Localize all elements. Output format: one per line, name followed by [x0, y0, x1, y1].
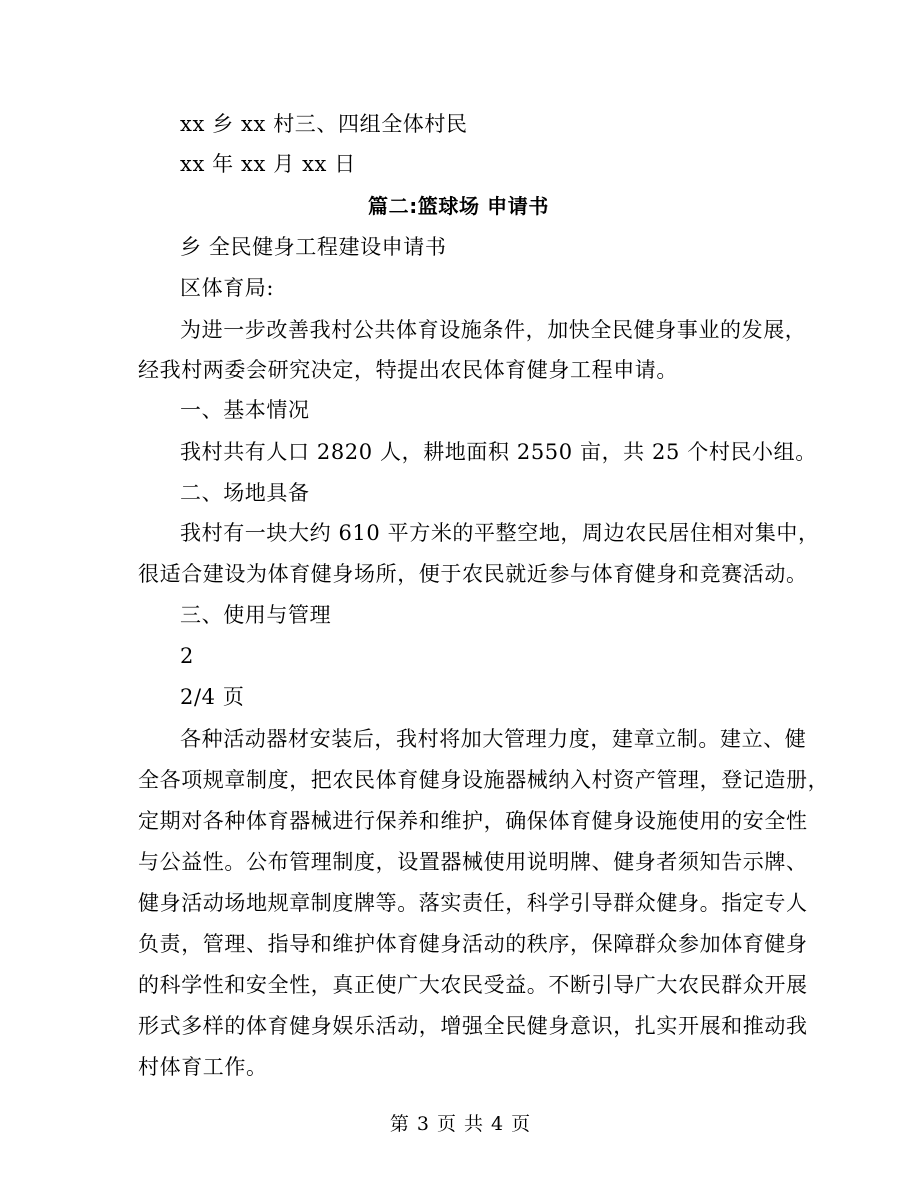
heading-management: 三、使用与管理 — [180, 603, 332, 627]
management-line-7: 的科学性和安全性，真正使广大农民受益。不断引导广大农民群众开展 — [138, 973, 808, 997]
venue-line-2: 很适合建设为体育健身场所，便于农民就近参与体育健身和竞赛活动。 — [138, 562, 808, 586]
management-line-5: 健身活动场地规章制度牌等。落实责任，科学引导群众健身。指定专人 — [138, 891, 808, 915]
basic-info-text: 我村共有人口 2820 人，耕地面积 2550 亩，共 25 个村民小组。 — [180, 440, 817, 464]
heading-venue: 二、场地具备 — [180, 481, 310, 505]
management-line-4: 与公益性。公布管理制度，设置器械使用说明牌、健身者须知告示牌、 — [138, 850, 808, 874]
recipient: 区体育局: — [180, 276, 275, 300]
page-mark: 2 — [180, 644, 194, 668]
management-line-9: 村体育工作。 — [138, 1055, 268, 1079]
intro-line-1: 为进一步改善我村公共体育设施条件，加快全民健身事业的发展， — [180, 318, 807, 342]
management-line-1: 各种活动器材安装后，我村将加大管理力度，建章立制。建立、健 — [180, 727, 807, 751]
section-title: 篇二:篮球场 申请书 — [368, 194, 549, 218]
management-line-8: 形式多样的体育健身娱乐活动，增强全民健身意识，扎实开展和推动我 — [138, 1014, 808, 1038]
management-line-3: 定期对各种体育器械进行保养和维护，确保体育健身设施使用的安全性 — [138, 809, 808, 833]
subtitle: 乡 全民健身工程建设申请书 — [180, 235, 447, 259]
date-line: xx 年 xx 月 xx 日 — [180, 152, 356, 176]
intro-line-2: 经我村两委会研究决定，特提出农民体育健身工程申请。 — [138, 358, 678, 382]
page-footer: 第 3 页 共 4 页 — [389, 1113, 531, 1135]
signature-line: xx 乡 xx 村三、四组全体村民 — [180, 112, 468, 136]
management-line-6: 负责，管理、指导和维护体育健身活动的秩序，保障群众参加体育健身 — [138, 932, 808, 956]
venue-line-1: 我村有一块大约 610 平方米的平整空地，周边农民居住相对集中， — [180, 521, 820, 545]
page-mark-full: 2/4 页 — [180, 685, 245, 709]
heading-basic-info: 一、基本情况 — [180, 398, 310, 422]
management-line-2: 全各项规章制度，把农民体育健身设施器械纳入村资产管理，登记造册， — [138, 768, 830, 792]
